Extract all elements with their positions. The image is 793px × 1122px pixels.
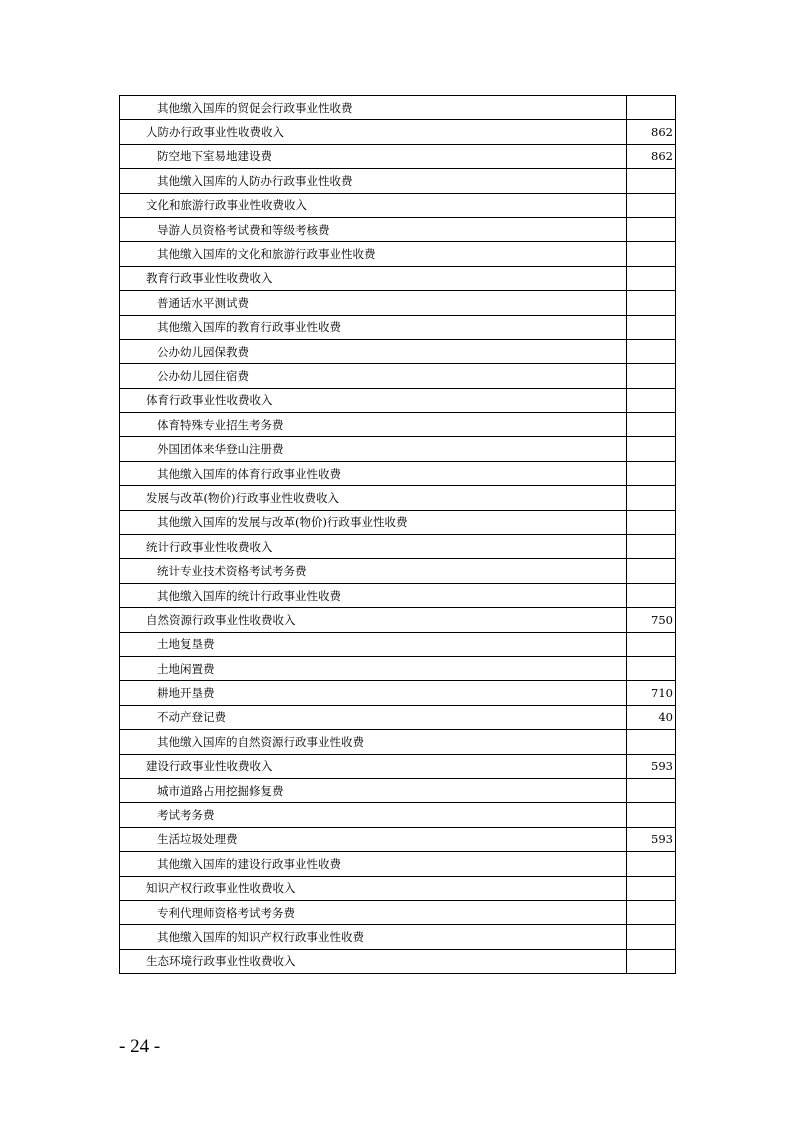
table-row <box>120 876 676 900</box>
amount-cell <box>627 730 676 754</box>
table-row <box>120 413 676 437</box>
table-row <box>120 754 676 778</box>
table-row <box>120 315 676 339</box>
amount-cell: 593 <box>627 827 676 851</box>
table-row <box>120 169 676 193</box>
table-row <box>120 486 676 510</box>
amount-cell <box>627 900 676 924</box>
table-row <box>120 242 676 266</box>
item-name-cell: 其他缴入国库的知识产权行政事业性收费 <box>120 925 627 949</box>
table-row <box>120 217 676 241</box>
item-name-cell: 统计专业技术资格考试考务费 <box>120 559 627 583</box>
table-row <box>120 827 676 851</box>
table-row <box>120 925 676 949</box>
category-name-cell: 建设行政事业性收费收入 <box>120 754 627 778</box>
amount-cell <box>627 559 676 583</box>
item-name-cell: 导游人员资格考试费和等级考核费 <box>120 217 627 241</box>
table-row <box>120 632 676 656</box>
amount-cell <box>627 852 676 876</box>
amount-cell <box>627 388 676 412</box>
table-row <box>120 193 676 217</box>
amount-cell: 750 <box>627 608 676 632</box>
item-name-cell: 其他缴入国库的贸促会行政事业性收费 <box>120 96 627 120</box>
item-name-cell: 考试考务费 <box>120 803 627 827</box>
table-row <box>120 461 676 485</box>
amount-cell <box>627 876 676 900</box>
item-name-cell: 土地闲置费 <box>120 656 627 680</box>
amount-cell <box>627 315 676 339</box>
table-row <box>120 559 676 583</box>
table-row <box>120 535 676 559</box>
category-name-cell: 生态环境行政事业性收费收入 <box>120 949 627 973</box>
category-name-cell: 知识产权行政事业性收费收入 <box>120 876 627 900</box>
amount-cell <box>627 96 676 120</box>
table-row <box>120 705 676 729</box>
amount-cell <box>627 193 676 217</box>
category-name-cell: 体育行政事业性收费收入 <box>120 388 627 412</box>
item-name-cell: 普通话水平测试费 <box>120 291 627 315</box>
category-name-cell: 统计行政事业性收费收入 <box>120 535 627 559</box>
item-name-cell: 公办幼儿园保教费 <box>120 339 627 363</box>
item-name-cell: 体育特殊专业招生考务费 <box>120 413 627 437</box>
table-body <box>120 96 676 974</box>
amount-cell: 40 <box>627 705 676 729</box>
item-name-cell: 耕地开垦费 <box>120 681 627 705</box>
amount-cell <box>627 803 676 827</box>
amount-cell <box>627 242 676 266</box>
amount-cell <box>627 632 676 656</box>
table-row <box>120 778 676 802</box>
table-row <box>120 96 676 120</box>
category-name-cell: 发展与改革(物价)行政事业性收费收入 <box>120 486 627 510</box>
category-name-cell: 教育行政事业性收费收入 <box>120 266 627 290</box>
amount-cell <box>627 413 676 437</box>
amount-cell <box>627 291 676 315</box>
item-name-cell: 其他缴入国库的建设行政事业性收费 <box>120 852 627 876</box>
amount-cell <box>627 364 676 388</box>
table-row <box>120 681 676 705</box>
item-name-cell: 其他缴入国库的自然资源行政事业性收费 <box>120 730 627 754</box>
table-row <box>120 339 676 363</box>
amount-cell <box>627 266 676 290</box>
table-row <box>120 803 676 827</box>
item-name-cell: 其他缴入国库的文化和旅游行政事业性收费 <box>120 242 627 266</box>
item-name-cell: 专利代理师资格考试考务费 <box>120 900 627 924</box>
amount-cell <box>627 486 676 510</box>
item-name-cell: 其他缴入国库的发展与改革(物价)行政事业性收费 <box>120 510 627 534</box>
item-name-cell: 生活垃圾处理费 <box>120 827 627 851</box>
table-row <box>120 608 676 632</box>
table-row <box>120 364 676 388</box>
item-name-cell: 其他缴入国库的人防办行政事业性收费 <box>120 169 627 193</box>
item-name-cell: 城市道路占用挖掘修复费 <box>120 778 627 802</box>
item-name-cell: 防空地下室易地建设费 <box>120 144 627 168</box>
revenue-table <box>119 95 676 974</box>
item-name-cell: 不动产登记费 <box>120 705 627 729</box>
amount-cell <box>627 778 676 802</box>
table-row <box>120 852 676 876</box>
item-name-cell: 其他缴入国库的体育行政事业性收费 <box>120 461 627 485</box>
table-row <box>120 730 676 754</box>
item-name-cell: 外国团体来华登山注册费 <box>120 437 627 461</box>
amount-cell <box>627 437 676 461</box>
item-name-cell: 公办幼儿园住宿费 <box>120 364 627 388</box>
amount-cell <box>627 339 676 363</box>
amount-cell: 862 <box>627 120 676 144</box>
category-name-cell: 人防办行政事业性收费收入 <box>120 120 627 144</box>
table-row <box>120 656 676 680</box>
amount-cell: 593 <box>627 754 676 778</box>
item-name-cell: 其他缴入国库的教育行政事业性收费 <box>120 315 627 339</box>
amount-cell: 710 <box>627 681 676 705</box>
table-row <box>120 388 676 412</box>
amount-cell <box>627 656 676 680</box>
table-row <box>120 900 676 924</box>
table-row <box>120 949 676 973</box>
amount-cell <box>627 583 676 607</box>
table-row <box>120 583 676 607</box>
amount-cell <box>627 535 676 559</box>
amount-cell <box>627 949 676 973</box>
table-row <box>120 291 676 315</box>
amount-cell: 862 <box>627 144 676 168</box>
amount-cell <box>627 925 676 949</box>
category-name-cell: 自然资源行政事业性收费收入 <box>120 608 627 632</box>
item-name-cell: 土地复垦费 <box>120 632 627 656</box>
item-name-cell: 其他缴入国库的统计行政事业性收费 <box>120 583 627 607</box>
table-row <box>120 510 676 534</box>
page-number: - 24 - <box>119 1036 161 1057</box>
table-row <box>120 144 676 168</box>
table-row <box>120 266 676 290</box>
amount-cell <box>627 169 676 193</box>
amount-cell <box>627 461 676 485</box>
table-row <box>120 120 676 144</box>
table-row <box>120 437 676 461</box>
amount-cell <box>627 217 676 241</box>
amount-cell <box>627 510 676 534</box>
category-name-cell: 文化和旅游行政事业性收费收入 <box>120 193 627 217</box>
